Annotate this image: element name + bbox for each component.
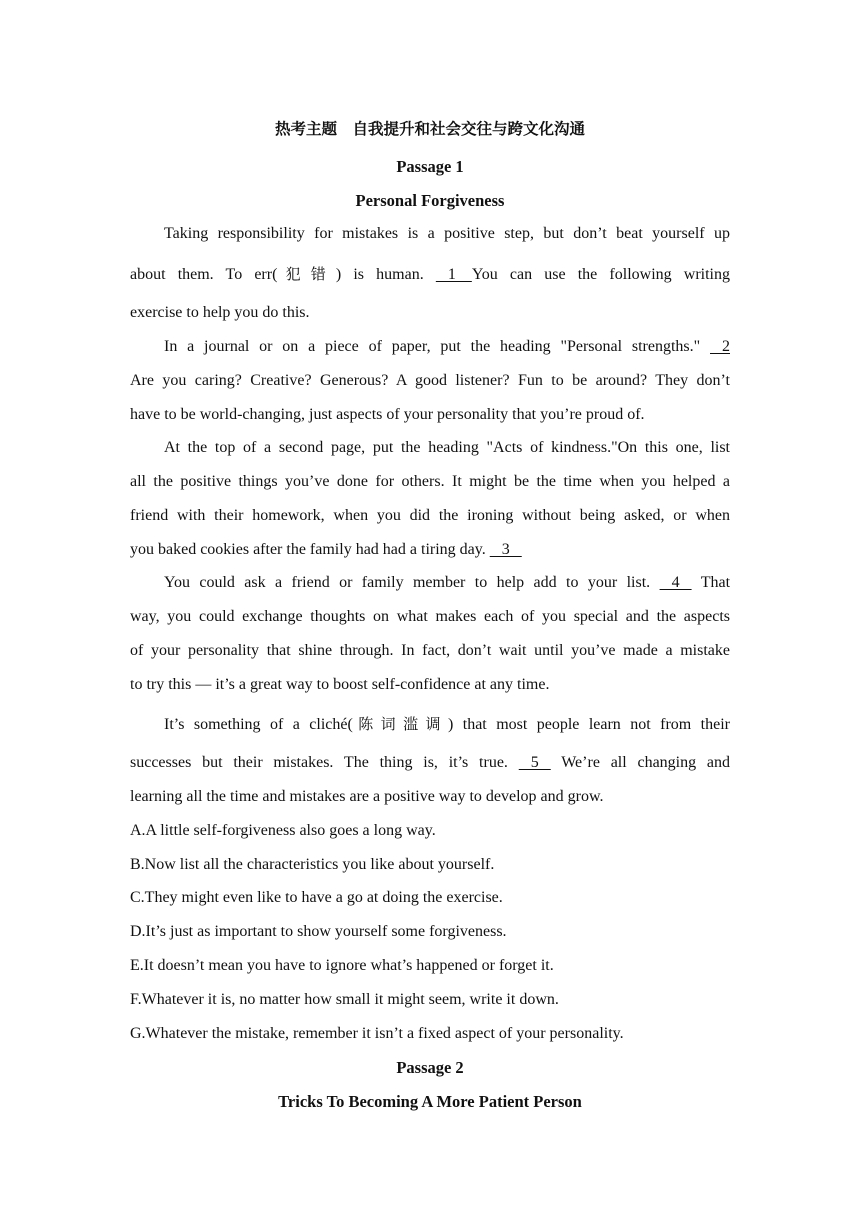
paragraph-5-text: It’s something of a cliché( [164, 716, 353, 733]
option-f: F.Whatever it is, no matter how small it might seem, write it down. [130, 991, 559, 1008]
paragraph-3-line-1: At the top of a second page, put the heading "Acts of kindness."On this one, list [164, 439, 730, 456]
paragraph-5-line-1 [164, 713, 730, 734]
paragraph-1-text: You can use the following writing [471, 266, 730, 283]
paragraph-1-line-1: Taking responsibility for mistakes is a positive step, but don’t beat yourself up [164, 225, 730, 242]
paragraph-5-text: ) that most people learn not from their [448, 716, 730, 733]
paragraph-1-line-3: exercise to help you do this. [130, 304, 310, 321]
blank-5: 5 [518, 754, 551, 771]
paragraph-4-line-1 [164, 574, 730, 592]
blank-2: 2 [710, 338, 730, 355]
chinese-gloss-cliche: 陈词滥调 [352, 715, 448, 733]
paragraph-2-text: In a journal or on a piece of paper, put the heading "Personal strengths." [164, 338, 701, 355]
option-g: G.Whatever the mistake, remember it isn’t a fixed aspect of your personality. [130, 1025, 624, 1042]
paragraph-1-text: about them. To err( [130, 266, 278, 283]
paragraph-5-line-2 [130, 754, 730, 772]
option-e: E.It doesn’t mean you have to ignore what’s happened or forget it. [130, 957, 554, 974]
paragraph-3-line-3: friend with their homework, when you did the ironing without being asked, or when [130, 507, 730, 524]
paragraph-3-line-2: all the positive things you’ve done for others. It might be the time when you helped a [130, 473, 730, 490]
passage-2-title: Tricks To Becoming A More Patient Person [278, 1092, 582, 1111]
passage-1-title: Personal Forgiveness [355, 191, 505, 210]
paragraph-2-line-3: have to be world-changing, just aspects of your personality that you’re proud of. [130, 406, 645, 423]
paragraph-4-line-3: of your personality that shine through. In fact, don’t wait until you’ve made a mistake [130, 642, 730, 659]
option-d: D.It’s just as important to show yourself some forgiveness. [130, 923, 507, 940]
paragraph-1-text: ) is human. [335, 266, 424, 283]
paragraph-5-text: We’re all changing and [561, 754, 731, 771]
option-b: B.Now list all the characteristics you like about yourself. [130, 856, 495, 873]
blank-1: 1 [435, 266, 472, 283]
blank-4: 4 [659, 574, 692, 591]
chinese-gloss-err: 犯错 [277, 265, 336, 283]
paragraph-2-line-1 [164, 338, 730, 356]
passage-2-label: Passage 2 [396, 1058, 464, 1077]
paragraph-1-line-2 [130, 263, 730, 284]
option-c: C.They might even like to have a go at doing the exercise. [130, 889, 503, 906]
paragraph-5-line-3: learning all the time and mistakes are a positive way to develop and grow. [130, 788, 604, 805]
paragraph-4-line-4: to try this — it’s a great way to boost self-confidence at any time. [130, 676, 550, 693]
paragraph-5-text: successes but their mistakes. The thing is, it’s true. [130, 754, 508, 771]
paragraph-2-line-2: Are you caring? Creative? Generous? A good listener? Fun to be around? They don’t [130, 372, 730, 389]
paragraph-3-text: you baked cookies after the family had had a tiring day. [130, 541, 486, 558]
passage-1-label: Passage 1 [396, 157, 464, 176]
paragraph-3-line-4 [130, 541, 730, 559]
blank-3: 3 [489, 541, 522, 558]
paragraph-4-text: You could ask a friend or family member to help add to your list. [164, 574, 651, 591]
option-a: A.A little self-forgiveness also goes a long way. [130, 822, 436, 839]
paragraph-4-line-2: way, you could exchange thoughts on what makes each of you special and the aspects [130, 608, 730, 625]
paragraph-4-text: That [700, 574, 731, 591]
document-title: 热考主题 自我提升和社会交往与跨文化沟通 [274, 120, 585, 138]
